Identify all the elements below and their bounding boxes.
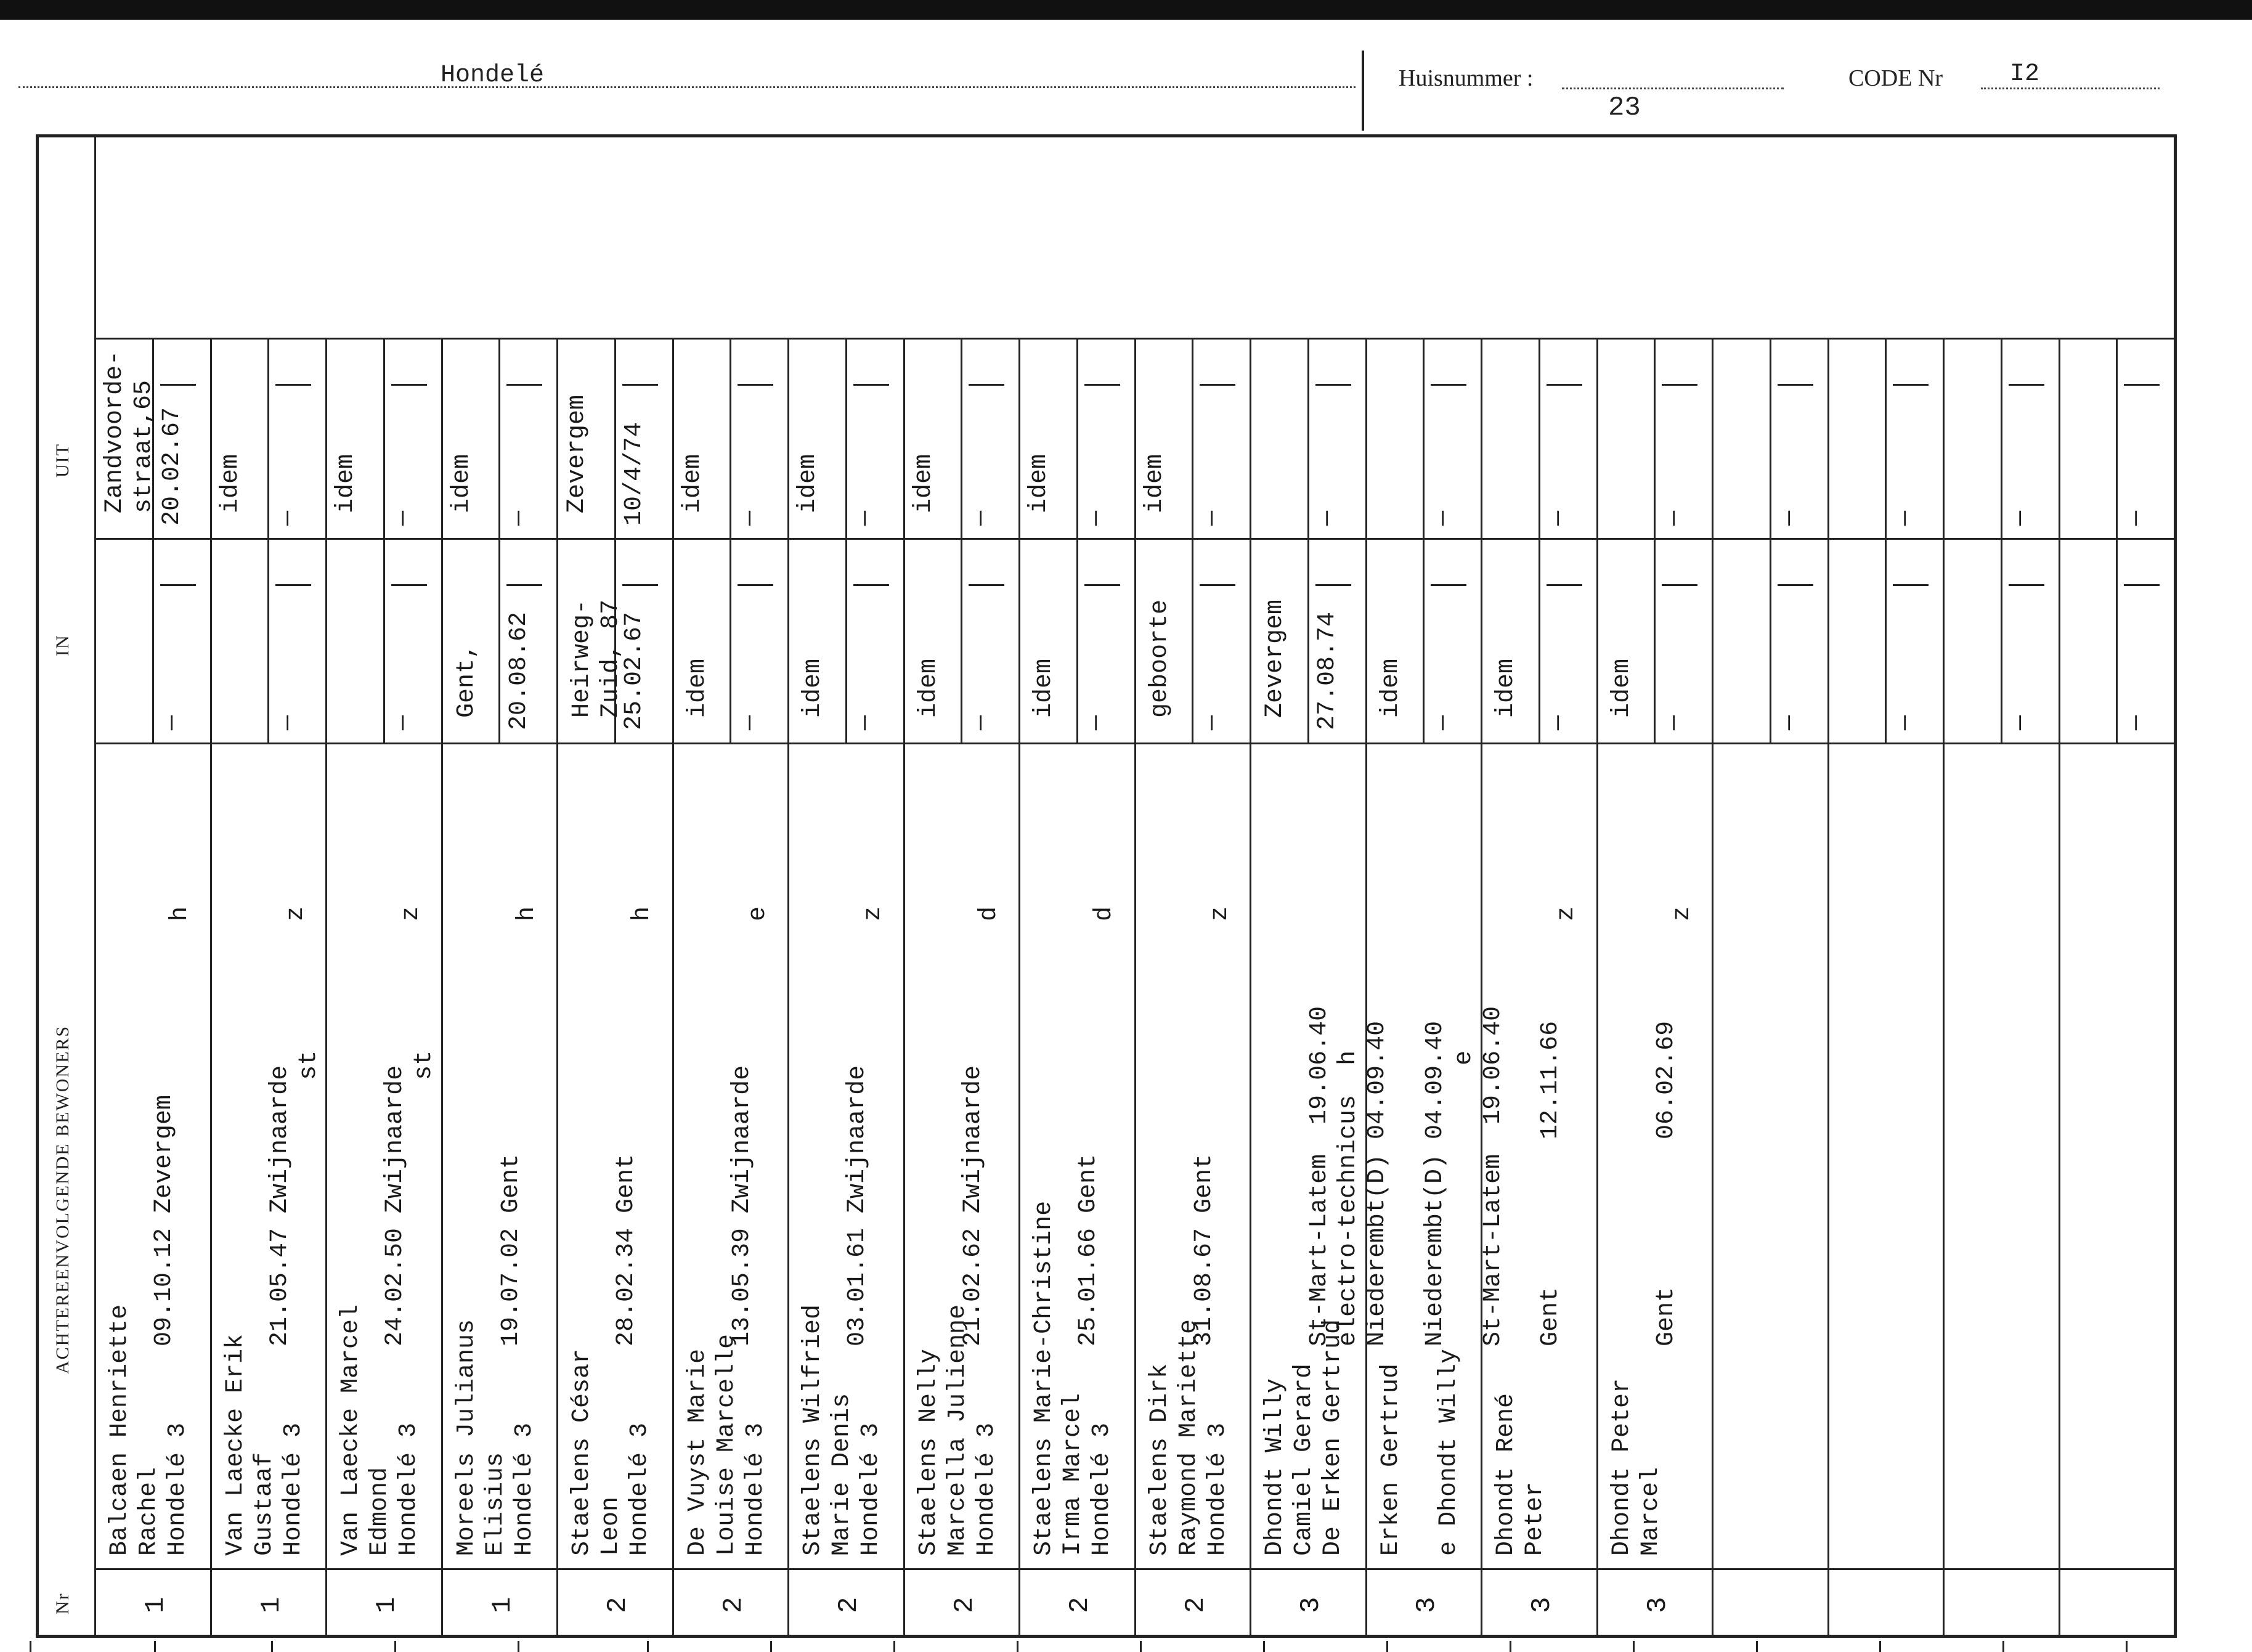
margin-tick [893, 1641, 895, 1652]
dash-mark [1431, 584, 1466, 586]
resident-name: Dhondt Willy Camiel Gerard De Erken Gertrud [1261, 1319, 1348, 1556]
row-number: 3 [1643, 1597, 1673, 1613]
in-date: — [1083, 715, 1110, 730]
sex-mark: z [1669, 906, 1696, 921]
resident-name: Dhondt René Peter [1492, 1393, 1550, 1556]
margin-tick [394, 1641, 396, 1652]
birth-info: St-Mart-Latem 19.06.40 electro-technicus h Niederembt(D) 04.09.40 [1306, 1006, 1392, 1346]
resident-name: Staelens Marie-Christine Irma Marcel Hondelé 3 [1030, 1200, 1116, 1556]
row-divider [787, 339, 789, 1635]
in-date: — [1892, 715, 1919, 730]
sub-divider [1885, 338, 1887, 743]
sex-mark: z [282, 906, 310, 921]
uit-date: — [1776, 510, 1803, 526]
row-number: 2 [603, 1597, 633, 1613]
margin-tick [1633, 1641, 1635, 1652]
dash-mark [1893, 384, 1929, 386]
huisnummer-value: 23 [1608, 92, 1641, 123]
in-date: — [967, 715, 995, 730]
sub-divider [730, 338, 731, 743]
row-divider [1596, 339, 1598, 1635]
dash-mark [2009, 384, 2044, 386]
birth-info: Niederembt(D) 04.09.40 e St-Mart-Latem 19.06.40 [1421, 1006, 1508, 1346]
resident-name: De Vuyst Marie Louise Marcelle Hondelé 3 [684, 1333, 770, 1556]
margin-tick [1263, 1641, 1265, 1652]
uit-place: idem [794, 454, 822, 513]
row-number: 1 [487, 1597, 518, 1613]
in-date: 25.02.67 [620, 611, 648, 730]
uit-date: — [1083, 510, 1110, 526]
dash-mark [622, 384, 658, 386]
dash-mark [738, 384, 773, 386]
in-place: idem [1377, 658, 1405, 718]
sex-mark: z [397, 906, 425, 921]
resident-name: Balcaen Henriette Rachel Hondelé 3 [106, 1304, 192, 1556]
huisnummer-dotted-line [1562, 87, 1784, 89]
street-dotted-line [18, 86, 1356, 88]
uit-date: — [2123, 510, 2150, 526]
sub-divider [1654, 338, 1656, 743]
birth-info: Gent 06.02.69 [1652, 1020, 1680, 1346]
dash-mark [738, 584, 773, 586]
sub-divider [383, 338, 385, 743]
uit-place: idem [217, 454, 245, 513]
resident-name: Erken Gertrud e Dhondt Willy [1377, 1348, 1463, 1556]
uit-date: — [1314, 510, 1341, 526]
resident-name: Staelens Wilfried Marie Denis Hondelé 3 [799, 1304, 885, 1556]
sex-mark: e [744, 906, 772, 921]
dash-mark [969, 584, 1004, 586]
dash-mark [1547, 584, 1582, 586]
in-date: 27.08.74 [1314, 611, 1341, 730]
dash-mark [969, 384, 1004, 386]
uit-date: — [967, 510, 995, 526]
resident-name: Staelens César Leon Hondelé 3 [568, 1348, 654, 1556]
dash-mark [1084, 584, 1120, 586]
birth-info: 09.10.12 Zevergem [150, 1094, 178, 1346]
in-date: — [1198, 715, 1226, 730]
dash-mark [1200, 584, 1235, 586]
in-place: idem [1030, 658, 1058, 718]
dash-mark [1662, 384, 1697, 386]
sex-mark: d [975, 906, 1003, 921]
in-date: — [274, 715, 302, 730]
in-place: idem [684, 658, 712, 718]
dash-mark [1431, 384, 1466, 386]
birth-info: 19.07.02 Gent [497, 1154, 525, 1346]
uit-place: idem [448, 454, 476, 513]
code-value: I2 [2010, 60, 2040, 88]
uit-place: idem [910, 454, 938, 513]
birth-info: 03.01.61 Zwijnaarde [843, 1065, 871, 1346]
margin-tick [1140, 1641, 1142, 1652]
in-date: — [389, 715, 417, 730]
resident-name: Staelens Nelly Marcella Julienne Hondelé 3 [915, 1304, 1001, 1556]
dash-mark [506, 584, 542, 586]
in-place: idem [915, 658, 943, 718]
margin-tick [1017, 1641, 1018, 1652]
dash-mark [2124, 584, 2160, 586]
dash-mark [506, 384, 542, 386]
sex-mark: h [166, 906, 194, 921]
uit-date: — [1892, 510, 1919, 526]
margin-tick [154, 1641, 156, 1652]
birth-info: 24.02.50 Zwijnaarde st [381, 1050, 439, 1346]
uit-date: — [505, 510, 533, 526]
resident-name: Van Laecke Erik Gustaaf Hondelé 3 [222, 1333, 308, 1556]
dash-mark [1547, 384, 1582, 386]
in-place: idem [799, 658, 827, 718]
row-number: 1 [256, 1597, 287, 1613]
in-place: geboorte [1146, 599, 1174, 718]
margin-tick [518, 1641, 519, 1652]
row-number: 2 [718, 1597, 749, 1613]
birth-info: 21.02.62 Zwijnaarde [959, 1065, 987, 1346]
in-date: — [2123, 715, 2150, 730]
in-date: — [852, 715, 879, 730]
label-bewoners: ACHTEREENVOLGENDE BEWONERS [52, 1025, 73, 1374]
sub-divider [845, 338, 847, 743]
row-divider [672, 339, 674, 1635]
uit-place: idem [679, 454, 707, 513]
margin-tick [647, 1641, 649, 1652]
uit-date: 20.02.67 [158, 407, 186, 526]
sub-divider [1539, 338, 1540, 743]
uit-date: 10/4/74 [620, 421, 648, 526]
column-divider [94, 137, 96, 1635]
uit-date: — [1661, 510, 1688, 526]
scan-top-border [0, 0, 2252, 20]
margin-tick [770, 1641, 772, 1652]
birth-info: 31.08.67 Gent [1190, 1154, 1218, 1346]
uit-date: — [852, 510, 879, 526]
dash-mark [2009, 584, 2044, 586]
in-date: — [1545, 715, 1572, 730]
resident-name: Staelens Dirk Raymond Mariette Hondelé 3 [1146, 1319, 1232, 1556]
margin-tick [30, 1641, 31, 1652]
uit-place: idem [1025, 454, 1053, 513]
in-date: 20.08.62 [505, 611, 533, 730]
in-place: Heirweg- Zuid, 87 [568, 599, 625, 718]
birth-info: 28.02.34 Gent [612, 1154, 640, 1346]
row-divider [903, 339, 905, 1635]
uit-place: Zevergem [563, 394, 591, 513]
row-divider [1712, 339, 1713, 1635]
uit-date: — [1545, 510, 1572, 526]
row-divider [441, 339, 443, 1635]
dash-mark [275, 384, 311, 386]
row-divider [210, 339, 212, 1635]
row-number: 2 [1181, 1597, 1211, 1613]
resident-name: Van Laecke Marcel Edmond Hondelé 3 [337, 1304, 423, 1556]
row-number: 3 [1527, 1597, 1558, 1613]
dash-mark [622, 584, 658, 586]
in-date: — [736, 715, 764, 730]
sub-divider [267, 338, 269, 743]
sex-mark: d [1091, 906, 1118, 921]
uit-date: — [1198, 510, 1226, 526]
birth-info: Gent 12.11.66 [1537, 1020, 1564, 1346]
in-date: — [1429, 715, 1457, 730]
label-uit: UIT [52, 443, 73, 478]
margin-tick [271, 1641, 273, 1652]
dash-mark [1315, 384, 1351, 386]
row-number: 3 [1296, 1597, 1327, 1613]
street-name: Hondelé [441, 62, 545, 89]
label-nr: Nr [52, 1592, 73, 1614]
uit-place: idem [1141, 454, 1169, 513]
dash-mark [391, 384, 427, 386]
margin-tick [1510, 1641, 1511, 1652]
sub-divider [1192, 338, 1193, 743]
dash-mark [853, 384, 889, 386]
margin-tick [1879, 1641, 1881, 1652]
dash-mark [1200, 384, 1235, 386]
sub-divider [498, 338, 500, 743]
uit-date: — [736, 510, 764, 526]
sub-divider [2116, 338, 2118, 743]
uit-date: — [1429, 510, 1457, 526]
birth-info: 25.01.66 Gent [1075, 1154, 1102, 1346]
sub-divider [1307, 338, 1309, 743]
row-divider [325, 339, 327, 1635]
in-place: Gent, [453, 643, 481, 718]
dash-mark [853, 584, 889, 586]
in-place: Zevergem [1261, 599, 1289, 718]
code-label: CODE Nr [1848, 65, 1943, 91]
row-number: 1 [140, 1597, 171, 1613]
sub-divider [961, 338, 962, 743]
uit-date: — [389, 510, 417, 526]
code-dotted-line [1981, 87, 2160, 89]
sex-mark: h [628, 906, 656, 921]
dash-mark [1778, 584, 1813, 586]
dash-mark [1084, 384, 1120, 386]
uit-date: — [2007, 510, 2035, 526]
row-divider [1827, 339, 1829, 1635]
birth-info: 21.05.47 Zwijnaarde st [266, 1050, 323, 1346]
row-number: 2 [1065, 1597, 1096, 1613]
dash-mark [2124, 384, 2160, 386]
in-date: — [2007, 715, 2035, 730]
dash-mark [275, 584, 311, 586]
row-divider [556, 339, 558, 1635]
dash-mark [160, 584, 196, 586]
uit-place: Zandvoorde- straat,65 [101, 350, 158, 513]
uit-place: idem [332, 454, 360, 513]
row-divider [2059, 339, 2060, 1635]
dash-mark [1315, 584, 1351, 586]
row-divider [1481, 339, 1482, 1635]
margin-tick [2002, 1641, 2004, 1652]
birth-info: 13.05.39 Zwijnaarde [728, 1065, 756, 1346]
sex-mark: z [1206, 906, 1234, 921]
row-divider [1365, 339, 1367, 1635]
header-divider [1362, 51, 1364, 131]
row-number: 1 [372, 1597, 402, 1613]
sub-divider [1076, 338, 1078, 743]
margin-tick [1756, 1641, 1758, 1652]
sex-mark: z [1553, 906, 1580, 921]
dash-mark [160, 384, 196, 386]
sub-divider [1770, 338, 1771, 743]
dash-mark [1893, 584, 1929, 586]
row-divider [1943, 339, 1945, 1635]
in-date: — [158, 715, 186, 730]
in-place: idem [1492, 658, 1520, 718]
dash-mark [1778, 384, 1813, 386]
resident-name: Dhondt Peter Marcel [1608, 1378, 1665, 1556]
sex-mark: z [860, 906, 887, 921]
in-place: idem [1608, 658, 1636, 718]
label-in: IN [52, 634, 73, 656]
sub-divider [2001, 338, 2002, 743]
sub-divider [1423, 338, 1425, 743]
sex-mark: h [513, 906, 541, 921]
row-divider [1134, 339, 1136, 1635]
margin-tick [2126, 1641, 2128, 1652]
margin-tick [1386, 1641, 1388, 1652]
row-number: 2 [834, 1597, 864, 1613]
dash-mark [391, 584, 427, 586]
resident-name: Moreels Julianus Elisius Hondelé 3 [453, 1319, 539, 1556]
in-date: — [1776, 715, 1803, 730]
row-divider [1018, 339, 1020, 1635]
row-number: 3 [1412, 1597, 1442, 1613]
row-divider [1250, 339, 1251, 1635]
row-number: 2 [949, 1597, 980, 1613]
dash-mark [1662, 584, 1697, 586]
uit-date: — [274, 510, 302, 526]
in-date: — [1661, 715, 1688, 730]
huisnummer-label: Huisnummer : [1399, 65, 1534, 91]
